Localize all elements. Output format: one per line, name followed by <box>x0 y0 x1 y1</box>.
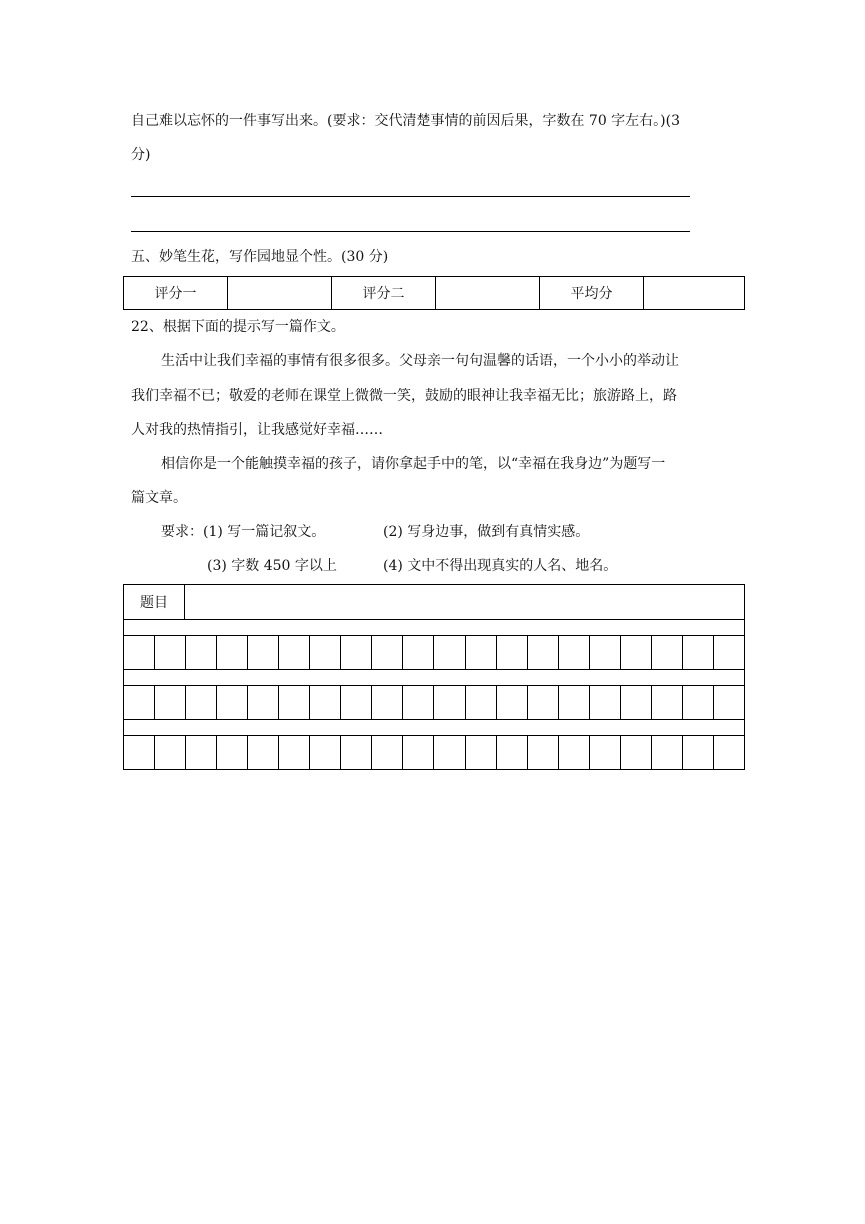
para1-line-1: 生活中让我们幸福的事情有很多很多。父母亲一句句温馨的话语，一个小小的举动让 <box>161 353 679 369</box>
grid-cell[interactable] <box>434 686 465 720</box>
para2-line-2: 篇文章。 <box>131 490 187 506</box>
grid-cell[interactable] <box>589 636 620 670</box>
grid-cell[interactable] <box>620 636 651 670</box>
grid-cell[interactable] <box>651 736 682 770</box>
grid-cell[interactable] <box>124 736 155 770</box>
grid-cell[interactable] <box>217 736 248 770</box>
question-22-prompt: 22、根据下面的提示写一篇作文。 <box>131 319 345 335</box>
grid-cell[interactable] <box>558 686 589 720</box>
grid-cell[interactable] <box>527 686 558 720</box>
grid-cell[interactable] <box>558 636 589 670</box>
requirement-2: (2) 写身边事，做到有真情实感。 <box>383 524 590 540</box>
answer-line-1[interactable] <box>131 196 690 197</box>
requirement-3: (3) 字数 450 字以上 <box>207 558 337 574</box>
grid-cell[interactable] <box>682 636 713 670</box>
grid-spacer-row <box>124 620 745 636</box>
grid-cell[interactable] <box>310 686 341 720</box>
grid-spacer <box>124 720 745 736</box>
grid-cell[interactable] <box>310 636 341 670</box>
essay-title-table <box>123 584 745 620</box>
grid-cell[interactable] <box>248 736 279 770</box>
grid-cell[interactable] <box>310 736 341 770</box>
grid-cell[interactable] <box>651 686 682 720</box>
grid-cell[interactable] <box>496 686 527 720</box>
para2-line-1: 相信你是一个能触摸幸福的孩子，请你拿起手中的笔，以“幸福在我身边”为题写一 <box>161 456 666 472</box>
score-table <box>123 276 745 310</box>
grid-cell[interactable] <box>620 736 651 770</box>
grid-cell[interactable] <box>403 686 434 720</box>
grid-row <box>124 736 745 770</box>
grid-cell[interactable] <box>341 736 372 770</box>
grid-cell[interactable] <box>217 636 248 670</box>
grid-cell[interactable] <box>155 736 186 770</box>
grid-cell[interactable] <box>279 686 310 720</box>
grid-cell[interactable] <box>341 686 372 720</box>
grid-cell[interactable] <box>496 636 527 670</box>
grid-cell[interactable] <box>465 636 496 670</box>
requirement-1: 要求：(1) 写一篇记叙文。 <box>161 524 326 540</box>
grid-spacer-row <box>124 670 745 686</box>
requirement-4: (4) 文中不得出现真实的人名、地名。 <box>383 558 618 574</box>
grid-cell[interactable] <box>248 686 279 720</box>
grid-cell[interactable] <box>651 636 682 670</box>
score-field-3[interactable] <box>644 277 745 310</box>
grid-cell[interactable] <box>124 686 155 720</box>
grid-cell[interactable] <box>186 686 217 720</box>
section-5-heading: 五、妙笔生花，写作园地显个性。(30 分) <box>131 249 389 265</box>
grid-cell[interactable] <box>217 686 248 720</box>
grid-cell[interactable] <box>248 636 279 670</box>
grid-cell[interactable] <box>403 736 434 770</box>
grid-cell[interactable] <box>186 736 217 770</box>
score-label-3: 平均分 <box>540 277 644 310</box>
essay-grid <box>123 619 745 770</box>
grid-cell[interactable] <box>372 736 403 770</box>
grid-cell[interactable] <box>589 686 620 720</box>
para1-line-3: 人对我的热情指引，让我感觉好幸福…… <box>131 422 383 438</box>
grid-cell[interactable] <box>372 636 403 670</box>
grid-spacer <box>124 670 745 686</box>
score-label-2: 评分二 <box>332 277 436 310</box>
grid-cell[interactable] <box>620 686 651 720</box>
grid-cell[interactable] <box>372 686 403 720</box>
grid-cell[interactable] <box>155 686 186 720</box>
grid-cell[interactable] <box>434 736 465 770</box>
grid-cell[interactable] <box>682 736 713 770</box>
essay-title-label: 题目 <box>124 585 185 620</box>
grid-cell[interactable] <box>341 636 372 670</box>
intro-line-1: 自己难以忘怀的一件事写出来。(要求：交代清楚事情的前因后果，字数在 70 字左右。)(3 <box>131 113 681 129</box>
grid-cell[interactable] <box>713 736 744 770</box>
grid-row <box>124 636 745 670</box>
grid-row <box>124 686 745 720</box>
grid-cell[interactable] <box>589 736 620 770</box>
para1-line-2: 我们幸福不已；敬爱的老师在课堂上微微一笑，鼓励的眼神让我幸福无比；旅游路上，路 <box>131 388 677 404</box>
grid-cell[interactable] <box>279 736 310 770</box>
answer-line-2[interactable] <box>131 231 690 232</box>
intro-line-2: 分) <box>131 147 151 163</box>
grid-cell[interactable] <box>527 636 558 670</box>
score-label-1: 评分一 <box>124 277 228 310</box>
grid-spacer <box>124 620 745 636</box>
grid-cell[interactable] <box>186 636 217 670</box>
grid-cell[interactable] <box>124 636 155 670</box>
grid-cell[interactable] <box>558 736 589 770</box>
score-field-2[interactable] <box>436 277 540 310</box>
score-field-1[interactable] <box>228 277 332 310</box>
grid-cell[interactable] <box>279 636 310 670</box>
grid-cell[interactable] <box>682 686 713 720</box>
grid-cell[interactable] <box>465 686 496 720</box>
grid-cell[interactable] <box>713 636 744 670</box>
grid-cell[interactable] <box>496 736 527 770</box>
grid-cell[interactable] <box>434 636 465 670</box>
grid-cell[interactable] <box>527 736 558 770</box>
essay-title-field[interactable] <box>185 585 745 620</box>
grid-cell[interactable] <box>713 686 744 720</box>
grid-spacer-row <box>124 720 745 736</box>
grid-cell[interactable] <box>155 636 186 670</box>
grid-cell[interactable] <box>403 636 434 670</box>
grid-cell[interactable] <box>465 736 496 770</box>
